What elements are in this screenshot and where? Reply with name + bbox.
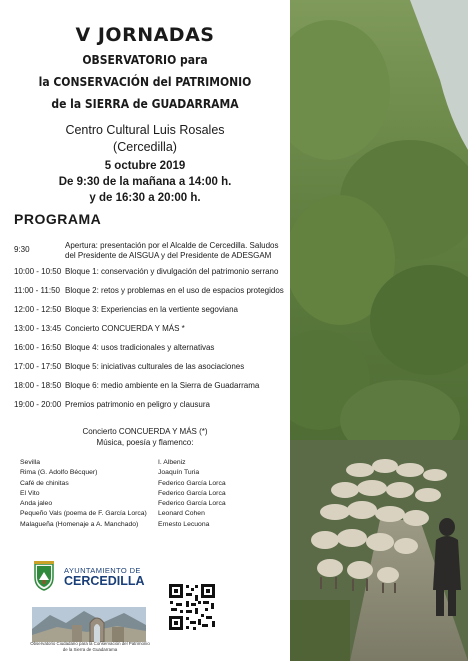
song-author: Federico García Lorca — [158, 479, 226, 487]
program-item-text: Bloque 1: conservación y divulgación del patrimonio serrano — [65, 267, 279, 276]
program-item-time: 9:30 — [14, 245, 30, 254]
program-item-text: Concierto CONCUERDA Y MÁS * — [65, 324, 185, 333]
program-item-time: 10:00 - 10:50 — [14, 267, 62, 276]
ayuntamiento-logo — [28, 560, 158, 594]
venue-name: Centro Cultural Luis Rosales — [65, 123, 225, 137]
observatorio-illustration — [32, 607, 146, 642]
caption-line1: Observatorio Ciudadano para la Conservación del Patrimonio — [30, 641, 150, 646]
program-item-text: Bloque 6: medio ambiente en la Sierra de Guadarrama — [65, 381, 260, 390]
song-piece: Sevilla — [20, 459, 41, 466]
song-author: Leonard Cohen — [158, 510, 205, 518]
program-item-text: Bloque 3: Experiencias en la vertiente segoviana — [65, 305, 238, 314]
program-item-text: Bloque 2: retos y problemas en el uso de espacios protegidos — [65, 286, 284, 295]
logo-text-cercedilla: CERCEDILLA — [64, 574, 145, 588]
program-heading: PROGRAMA — [14, 211, 102, 227]
song-piece: Pequeño Vals (poema de F. García Lorca) — [20, 510, 147, 518]
program-item-time: 16:00 - 16:50 — [14, 343, 62, 352]
song-author: Joaquín Turia — [158, 469, 200, 477]
logo-text-ayuntamiento: AYUNTAMIENTO DE — [64, 566, 141, 575]
program-item-time: 12:00 - 12:50 — [14, 305, 62, 314]
song-piece: El Vito — [20, 489, 40, 497]
program-item-text: Bloque 4: usos tradicionales y alternativas — [65, 343, 215, 352]
program-item-text: Premios patrimonio en peligro y clausura — [65, 400, 210, 409]
event-date: 5 octubre 2019 — [104, 160, 186, 172]
event-subtitle-line3: de la SIERRA de GUADARRAMA — [51, 97, 239, 111]
song-author: I. Albeniz — [158, 459, 186, 466]
sheep-flock-photo — [290, 0, 468, 661]
program-item-time: 19:00 - 20:00 — [14, 400, 62, 409]
song-author: Ernesto Lecuona — [158, 520, 210, 528]
concert-title: Concierto CONCUERDA Y MÁS (*) — [82, 427, 208, 436]
event-afternoon-hours: y de 16:30 a 20:00 h. — [89, 192, 201, 204]
observatorio-caption — [20, 641, 160, 653]
program-item-time: 11:00 - 11:50 — [14, 286, 60, 295]
program-item-time: 18:00 - 18:50 — [14, 381, 62, 390]
song-piece: Café de chinitas — [20, 479, 69, 487]
song-piece: Rima (G. Adolfo Bécquer) — [20, 469, 98, 477]
song-author: Federico García Lorca — [158, 500, 226, 508]
concert-subtitle: Música, poesía y flamenco: — [96, 438, 194, 447]
caption-line2: de la Sierra de Guadarrama — [62, 647, 118, 652]
program-item-time: 17:00 - 17:50 — [14, 362, 62, 371]
landscape-photo — [290, 0, 468, 661]
event-subtitle-line1: OBSERVATORIO para — [82, 53, 208, 67]
event-morning-hours: De 9:30 de la mañana a 14:00 h. — [58, 176, 232, 188]
program-item-text: Bloque 5: iniciativas culturales de las asociaciones — [65, 362, 245, 371]
program-item-time: 13:00 - 13:45 — [14, 324, 62, 333]
coat-of-arms-icon — [28, 560, 60, 592]
venue-town: (Cercedilla) — [113, 140, 177, 154]
song-author: Federico García Lorca — [158, 489, 226, 497]
song-pieces-column — [20, 458, 147, 530]
song-piece: Malagueña (Homenaje a A. Manchado) — [20, 520, 139, 528]
event-subtitle-line2: la CONSERVACIÓN del PATRIMONIO — [38, 75, 252, 89]
song-piece: Anda jaleo — [20, 500, 53, 508]
song-authors-column — [158, 458, 226, 530]
program-item-text: Apertura: presentación por el Alcalde de Cercedilla. Saludos del Presidente de AISGUA y del Presidente de ADESGAM — [65, 241, 279, 260]
event-title: V JORNADAS — [75, 24, 215, 46]
qr-code-icon — [168, 583, 216, 631]
